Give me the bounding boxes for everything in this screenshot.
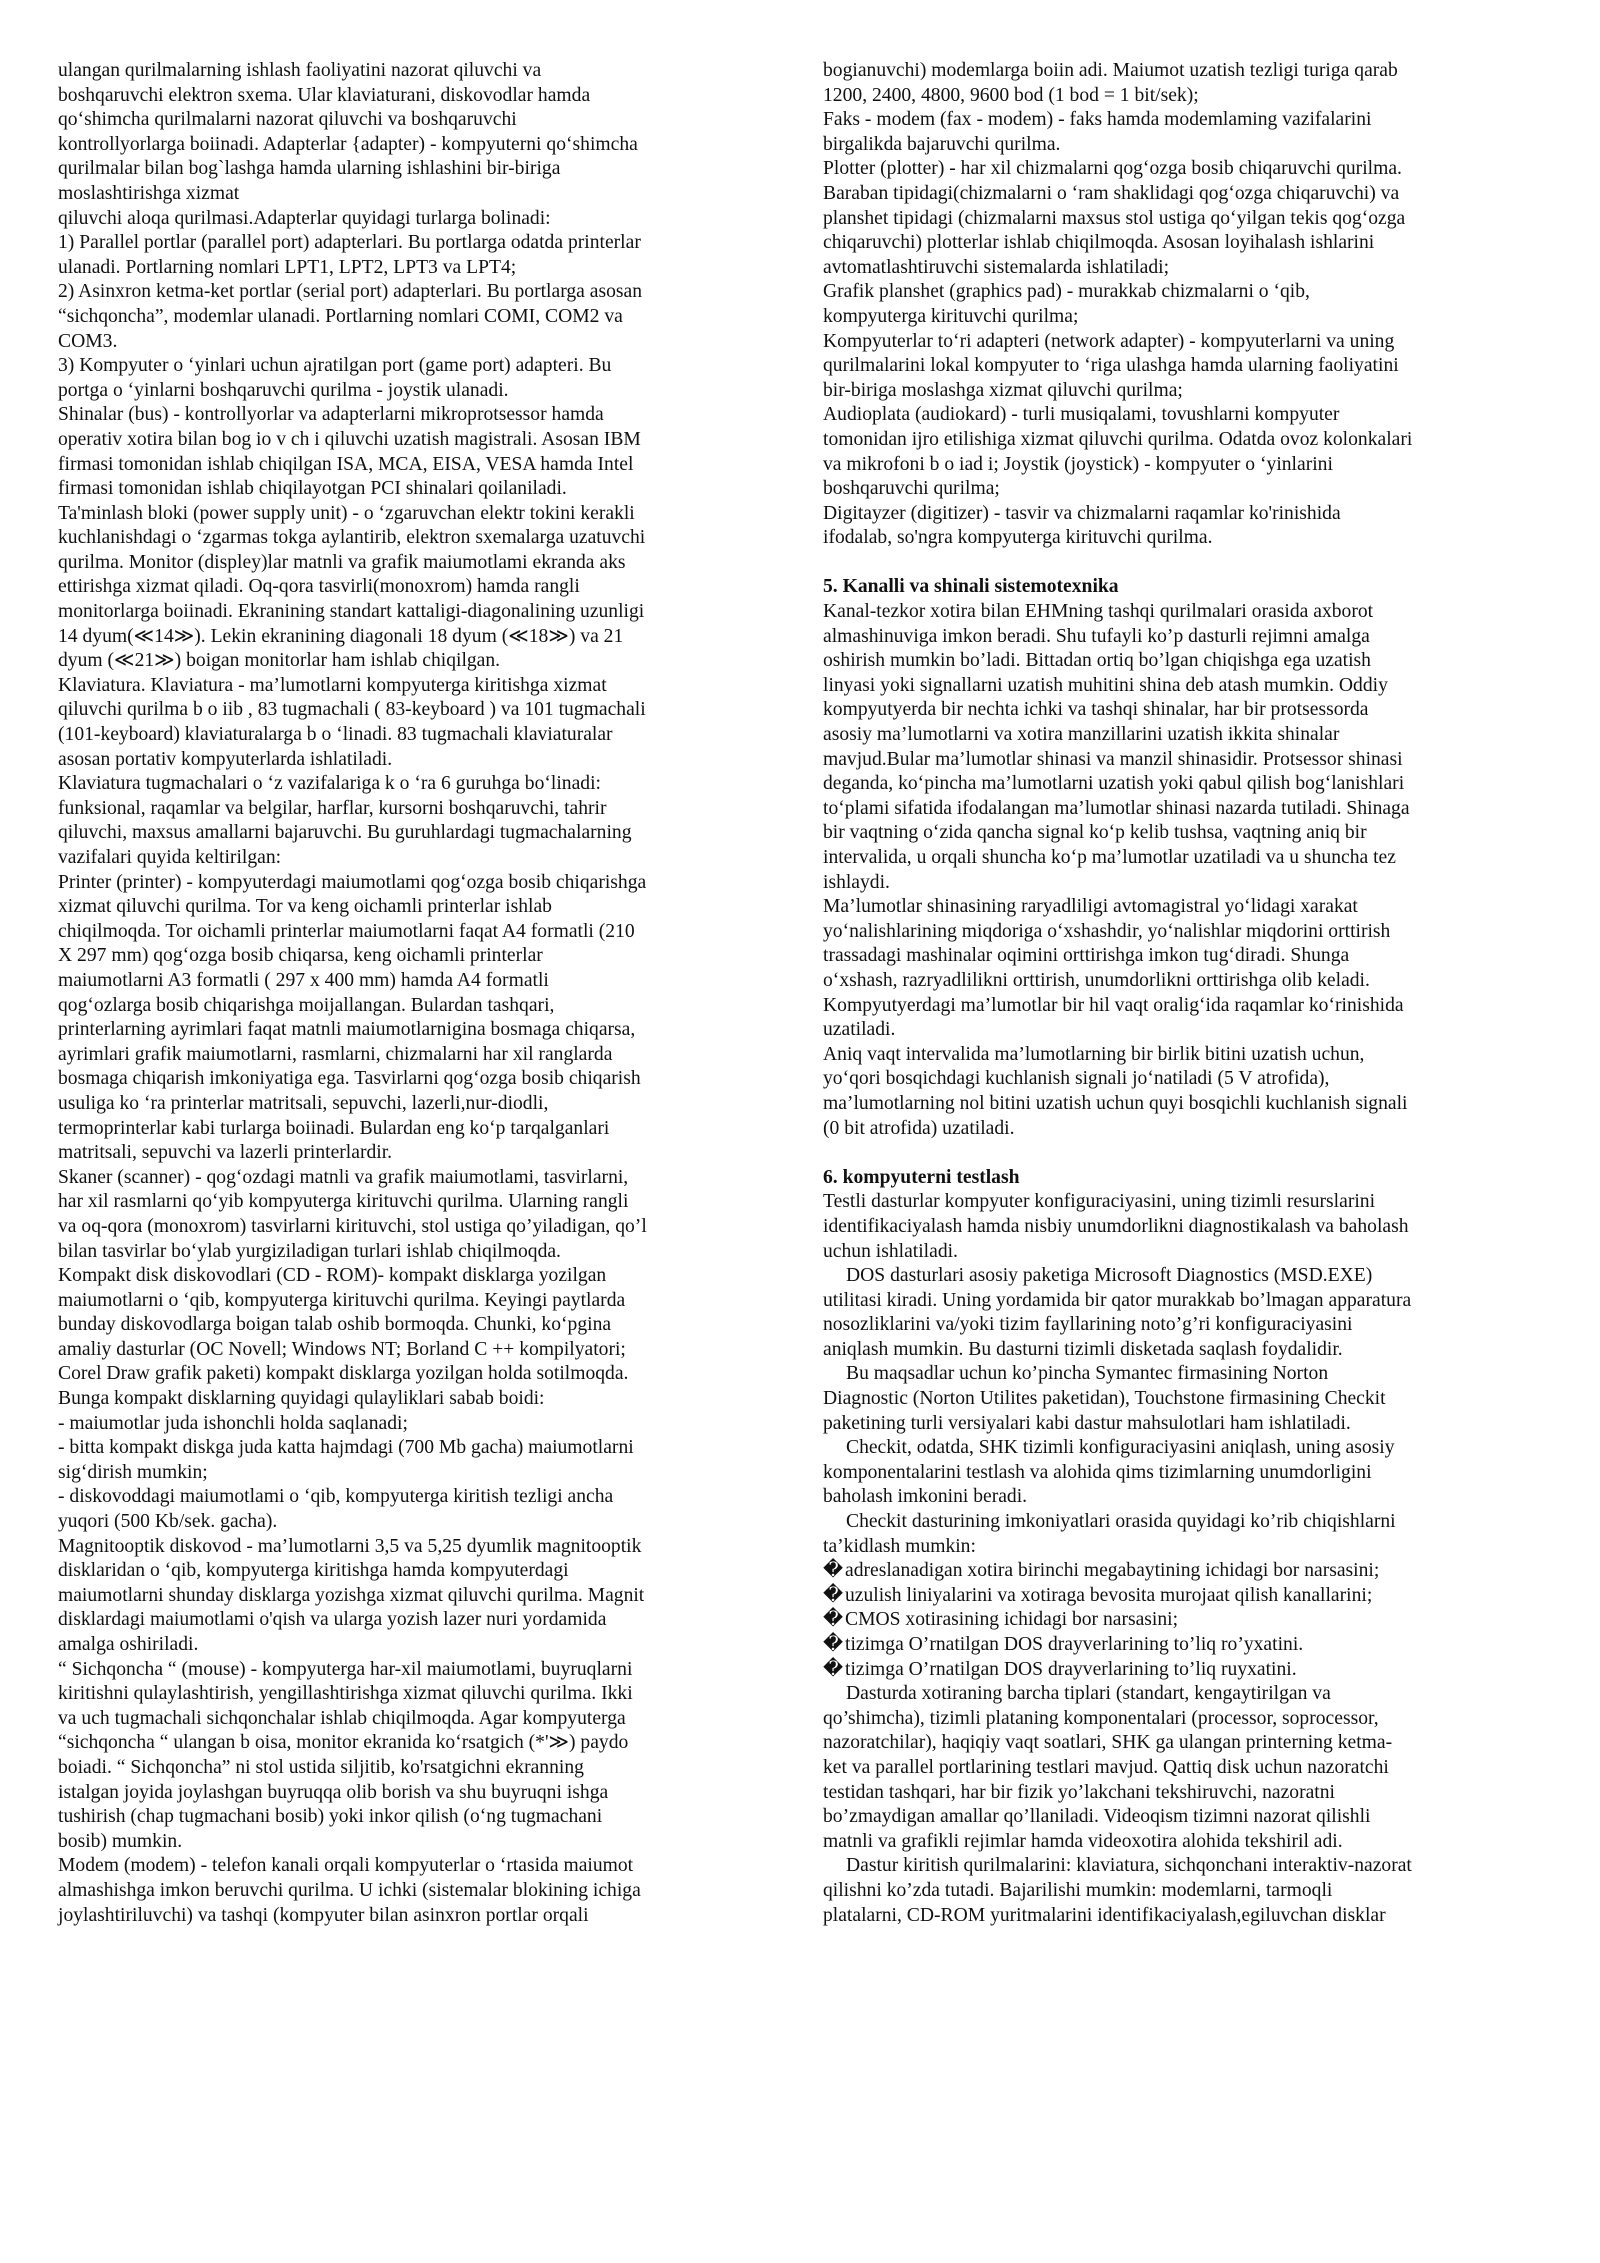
right-column — [823, 59, 1545, 1928]
paragraph-keyboard-groups: Klaviatura tugmachalari o ‘z vazifalariga k o ‘ra 6 guruhga bo‘linadi: funksional, raqamlar va belgilar, harflar, kursorni boshqaruvchi, tahrir qiluvchi, maxsus amallarni bajaruvchi. Bu guruhlardagi tugmachalarning vazifalari quyida keltirilgan: — [58, 773, 632, 868]
paragraph-modem: Modem (modem) - telefon kanali orqali kompyuterlar o ‘rtasida maiumot almashishga imkon beruvchi qurilma. U ichki (sistemalar blokining ichiga joylashtiriluvchi) va tashqi (kompyuter bilan asinxron portlar orqali — [58, 1855, 641, 1926]
paragraph-network-adapter: Kompyuterlar to‘ri adapteri (network adapter) - kompyuterlarni va uning qurilmalarini lokal kompyuter to ‘riga ulashga hamda ularning faoliyatini bir-biriga moslashga xizmat qiluvchi qurilma; — [823, 330, 1399, 401]
list-item: - diskovoddagi maiumotlami o ‘qib, kompyuterga kiritish tezligi ancha yuqori (500 Kb/sek. gacha). — [58, 1486, 614, 1533]
paragraph-serial-port: 2) Asinxron ketma-ket portlar (serial port) adapterlari. Bu portlarga asosan “sichqoncha”, modemlar ulanadi. Portlarning nomlari COMI, COM2 va COM3. — [58, 281, 642, 352]
list-item-text: tizimga O’rnatilgan DOS drayverlarining to’liq ro’yxatini. — [845, 1634, 1304, 1655]
list-item-text: uzulish liniyalarini va xotiraga bevosita murojaat qilish kanallarini; — [845, 1584, 1373, 1606]
paragraph-checkit: Checkit, odatda, SHK tizimli konfiguraciyasini aniqlash, uning asosiy komponentalarini testlash va alohida qims tizimlarning unumdorligini baholash imkonini beradi. — [823, 1437, 1395, 1508]
list-item — [823, 1608, 1545, 1633]
paragraph-scanner: Skaner (scanner) - qog‘ozdagi matnli va grafik maiumotlami, tasvirlarni, har xil rasmlarni qo‘yib kompyuterga kirituvchi qurilma. Ularning rangli va oq-qora (monoxrom) tasvirlarni kirituvchi, stol ustiga qo’yiladigan, qo’l bilan tasvirlar bo‘ylab yurgiziladigan turlari ishlab chiqilmoqda. — [58, 1166, 647, 1262]
paragraph-game-port: 3) Kompyuter o ‘yinlari uchun ajratilgan port (game port) adapteri. Bu portga o ‘yinlarni boshqaruvchi qurilma - joystik ulanadi. — [58, 355, 612, 401]
list-item-text: tizimga O’rnatilgan DOS drayverlarining to’liq ruyxatini. — [845, 1658, 1297, 1680]
paragraph-channel: Kanal-tezkor xotira bilan EHMning tashqi qurilmalari orasida axborot almashinuviga imkon beradi. Shu tufayli ko’p dasturli rejimni amalga oshirish mumkin bo’ladi. Bittadan ortiq bo’lgan chiqishga ega uzatish linyasi yoki signallarni uzatish muhitini shina deb atash mumkin. Oddiy kompyutyerda bir nechta ichki va tashqi shinalar, har bir protsessorda asosiy ma’lumotlarni va xotira manzillarini uzatish ikkita shinalar mavjud.Bular ma’lumotlar shinasi va manzil shinasidir. Protsessor shinasi deganda, ko‘pincha ma’lumotlarni uzatish yoki qabul qilish bog‘lanishlari to‘plami sifatida ifodalangan ma’lumotlar shinasi nazarda tutiladi. Shinaga bir vaqtning o‘zida qancha signal ko‘p kelib tushsa, vaqtning aniq bir intervalida, u orqali shuncha ko‘p ma’lumotlar uzatiladi va u shuncha tez ishlaydi. — [823, 601, 1410, 893]
paragraph-power-supply: Ta'minlash bloki (power supply unit) - o ‘zgaruvchan elektr tokini kerakli kuchlanishdagi o ‘zgarmas tokga aylantirib, elektron sxemalarga uzatuvchi qurilma. Monitor (displey)lar matnli va grafik maiumotlami ekranda aks ettirishga xizmat qiladi. Oq-qora tasvirli(monoxrom) hamda rangli monitorlarga boiinadi. Ekranining standart kattaligi-diagonalining uzunligi 14 dyum(≪14≫). Lekin ekranining diagonali 18 dyum (≪18≫) va 21 dyum (≪21≫) boigan monitorlar ham ishlab chiqilgan. — [58, 502, 646, 672]
paragraph-memory-tests: Dasturda xotiraning barcha tiplari (standart, kengaytirilgan va qo’shimcha), tizimli plataning komponentalari (processor, soprocessor, nazoratchilar), haqiqiy vaqt soatlari, SHK ga ulangan printerning ketma- ket va parallel portlarining testlari mavjud. Qattiq disk uchun nazoratchi testidan tashqari, har bir fizik yo’lakchani tekshiruvchi, nazoratni bo’zmaydigan amallar qo’llaniladi. Videoqism tizimni nazorat qilishli matnli va grafikli rejimlar hamda videoxotira alohida tekshiril adi. — [823, 1683, 1393, 1852]
bullet-icon: � — [823, 1634, 844, 1655]
paragraph-test-intro: Testli dasturlar kompyuter konfiguraciyasini, uning tizimli resurslarini identifikaciyalash hamda nisbiy unumdorlikni diagnostikalash va baholash uchun ishlatiladi. — [823, 1191, 1409, 1262]
list-item-text: CMOS xotirasining ichidagi bor narsasini; — [845, 1609, 1179, 1631]
section-spacer — [823, 551, 1545, 576]
bullet-icon: � — [823, 1609, 844, 1631]
left-column — [58, 59, 803, 1928]
bullet-icon: � — [823, 1584, 844, 1606]
paragraph-bus: Shinalar (bus) - kontrollyorlar va adapterlarni mikroprotsessor hamda operativ xotira bilan bog io v ch i qiluvchi uzatish magistrali. Asosan IBM firmasi tomonidan ishlab chiqilgan ISA, MCA, EISA, VESA hamda Intel firmasi tomonidan ishlab chiqilayotgan PCI shinalari qoilaniladi. — [58, 404, 641, 500]
section-6-heading: 6. kompyuterni testlash — [823, 1166, 1020, 1188]
paragraph-checkit-features: Checkit dasturining imkoniyatlari orasida quyidagi ko’rib chiqishlarni ta’kidlash mumkin: — [823, 1511, 1396, 1557]
paragraph-adapters: ulangan qurilmalarning ishlash faoliyatini nazorat qiluvchi va boshqaruvchi elektron sxema. Ular klaviaturani, diskovodlar hamda qo‘shimcha qurilmalarni nazorat qiluvchi va boshqaruvchi kontrollyorlarga boiinadi. Adapterlar {adapter) - kompyuterni qo‘shimcha qurilmalar bilan bog`lashga hamda ularning ishlashini bir-biriga moslashtirishga xizmat qiluvchi aloqa qurilmasi.Adapterlar quyidagi turlarga bolinadi: — [58, 60, 638, 229]
list-item — [823, 1658, 1545, 1683]
paragraph-mouse: “ Sichqoncha “ (mouse) - kompyuterga har-xil maiumotlami, buyruqlarni kiritishni qulaylashtirish, yengillashtirishga xizmat qiluvchi qurilma. Ikki va uch tugmachali sichqonchalar ishlab chiqilmoqda. Agar kompyuterga “sichqoncha “ ulangan b oisa, monitor ekranida ko‘rsatgich (*'≫) paydo boiadi. “ Sichqoncha” ni stol ustida siljitib, ko'rsatgichni ekranning istalgan joyida joylashgan buyruqqa olib borish va shu buyruqni ishga tushirish (chap tugmachani bosib) yoki inkor qilish (o‘ng tugmachani bosib) mumkin. — [58, 1658, 633, 1852]
paragraph-graphics-pad: Grafik planshet (graphics pad) - murakkab chizmalarni o ‘qib, kompyuterga kirituvchi qurilma; — [823, 281, 1310, 327]
list-item: - maiumotlar juda ishonchli holda saqlanadi; — [58, 1412, 408, 1434]
list-item — [823, 1633, 1545, 1658]
paragraph-bit-transfer: Aniq vaqt intervalida ma’lumotlarning bir birlik bitini uzatish uchun, yo‘qori bosqichdagi kuchlanish signali jo‘natiladi (5 V atrofida), ma’lumotlarning nol bitini uzatish uchun quyi bosqichli kuchlanish signali (0 bit atrofida) uzatiladi. — [823, 1043, 1408, 1139]
list-item: - bitta kompakt diskga juda katta hajmdagi (700 Mb gacha) maiumotlarni sig‘dirish mumkin; — [58, 1437, 634, 1483]
section-spacer — [823, 1141, 1545, 1166]
paragraph-keyboard: Klaviatura. Klaviatura - ma’lumotlarni kompyuterga kiritishga xizmat qiluvchi qurilma b o iib , 83 tugmachali ( 83-keyboard ) va 101 tugmachali (101-keyboard) klaviaturalarga b o ‘linadi. 83 tugmachali klaviaturalar asosan portativ kompyuterlarda ishlatiladi. — [58, 674, 646, 770]
list-item-text: adreslanadigan xotira birinchi megabaytining ichidagi bor narsasini; — [845, 1560, 1380, 1582]
paragraph-fax-modem: Faks - modem (fax - modem) - faks hamda modemlaming vazifalarini birgalikda bajaruvchi qurilma. — [823, 109, 1372, 155]
paragraph-printer: Printer (printer) - kompyuterdagi maiumotlami qog‘ozga bosib chiqarishga xizmat qiluvchi qurilma. Tor va keng oichamli printerlar ishlab chiqilmoqda. Tor oichamli printerlar maiumotlarni faqat A4 formatli (210 X 297 mm) qog‘ozga bosib chiqarsa, keng oichamli printerlar maiumotlarni A3 formatli ( 297 x 400 mm) hamda A4 formatli qog‘ozlarga bosib chiqarishga moijallangan. Bulardan tashqari, printerlarning ayrimlari faqat matnli maiumotlarnigina bosmaga chiqarsa, ayrimlari grafik maiumotlarni, rasmlarni, chizmalarni har xil ranglarda bosmaga chiqarish imkoniyatiga ega. Tasvirlarni qog‘ozga bosib chiqarish usuliga ko ‘ra printerlar matritsali, sepuvchi, lazerli,nur-diodli, termoprinterlar kabi turlarga boiinadi. Bulardan eng ko‘p tarqalganlari matritsali, sepuvchi va lazerli printerlardir. — [58, 871, 647, 1164]
paragraph-norton: Bu maqsadlar uchun ko’pincha Symantec firmasining Norton Diagnostic (Norton Utilites paketidan), Touchstone firmasining Checkit paketining turli versiyalari kabi dastur mahsulotlari ham ishlatiladi. — [823, 1363, 1386, 1434]
paragraph-parallel-port: 1) Parallel portlar (parallel port) adapterlari. Bu portlarga odatda printerlar ulanadi. Portlarning nomlari LPT1, LPT2, LPT3 va LPT4; — [58, 232, 641, 278]
paragraph-digitizer: Digitayzer (digitizer) - tasvir va chizmalarni raqamlar ko'rinishida ifodalab, so'ngra kompyuterga kirituvchi qurilma. — [823, 502, 1341, 549]
paragraph-audio: Audioplata (audiokard) - turli musiqalami, tovushlarni kompyuter tomonidan ijro etilishiga xizmat qiluvchi qurilma. Odatda ovoz kolonkalari va mikrofoni b o iad i; Joystik (joystick) - kompyuter o ‘yinlarini boshqaruvchi qurilma; — [823, 404, 1413, 500]
section-5-heading: 5. Kanalli va shinali sistemotexnika — [823, 576, 1119, 598]
bullet-icon: � — [823, 1658, 844, 1680]
paragraph-magnetooptic: Magnitooptik diskovod - ma’lumotlarni 3,5 va 5,25 dyumlik magnitooptik disklaridan o ‘qib, kompyuterga kiritishga hamda kompyuterdagi maiumotlarni shunday disklarga yozishga xizmat qiluvchi qurilma. Magnit disklardagi maiumotlami o'qish va ularga yozish lazer nuri yordamida amalga oshiriladi. — [58, 1535, 645, 1655]
paragraph-bus-width: Ma’lumotlar shinasining raryadliligi avtomagistral yo‘lidagi xarakat yo‘nalishlarining miqdoriga o‘xshashdir, yo‘nalishlar miqdorini orttirish trassadagi mashinalar oqimini orttirishga imkon tug‘diradi. Shunga o‘xshash, razryadlilikni orttirish, unumdorlikni orttirishga olib keladi. Kompyutyerdagi ma’lumotlar bir hil vaqt oralig‘ida raqamlar ko‘rinishida uzatiladi. — [823, 896, 1404, 1041]
paragraph-cd-rom: Kompakt disk diskovodlari (CD - ROM)- kompakt disklarga yozilgan maiumotlarni o ‘qib, kompyuterga kirituvchi qurilma. Keyingi paytlarda bunday diskovodlarga boigan talab oshib bormoqda. Chunki, ko‘pgina amaliy dasturlar (OC Novell; Windows NT; Borland C ++ kompilyatori; Corel Draw grafik paketi) kompakt disklarga yozilgan holda sotilmoqda. Bunga kompakt disklarning quyidagi qulayliklari sabab boidi: — [58, 1265, 629, 1410]
bullet-list — [823, 1559, 1545, 1682]
paragraph-modem-cont: bogianuvchi) modemlarga boiin adi. Maiumot uzatish tezligi turiga qarab 1200, 2400, 4800, 9600 bod (1 bod = 1 bit/sek); — [823, 60, 1398, 106]
bullet-icon: � — [823, 1560, 844, 1582]
list-item — [823, 1584, 1545, 1609]
paragraph-input-devices: Dastur kiritish qurilmalarini: klaviatura, sichqonchani interaktiv-nazorat qilishni ko’zda tutadi. Bajarilishi mumkin: modemlarni, tarmoqli platalarni, CD-ROM yuritmalarini identifikaciyalash,egiluvchan disklar — [823, 1855, 1412, 1926]
list-item — [823, 1559, 1545, 1584]
paragraph-plotter: Plotter (plotter) - har xil chizmalarni qog‘ozga bosib chiqaruvchi qurilma. Baraban tipidagi(chizmalarni o ‘ram shaklidagi qog‘ozga chiqaruvchi) va planshet tipidagi (chizmalarni maxsus stol ustiga qo‘yilgan tekis qog‘ozga chiqaruvchi) plotterlar ishlab chiqilmoqda. Asosan loyihalash ishlarini avtomatlashtiruvchi sistemalarda ishlatiladi; — [823, 158, 1406, 278]
paragraph-msd: DOS dasturlari asosiy paketiga Microsoft Diagnostics (MSD.EXE) utilitasi kiradi. Uning yordamida bir qator murakkab bo’lmagan apparatura nosozliklarini va/yoki tizim fayllarining noto’g’ri konfiguraciyasini aniqlash mumkin. Bu dasturni tizimli disketada saqlash foydalidir. — [823, 1265, 1412, 1360]
